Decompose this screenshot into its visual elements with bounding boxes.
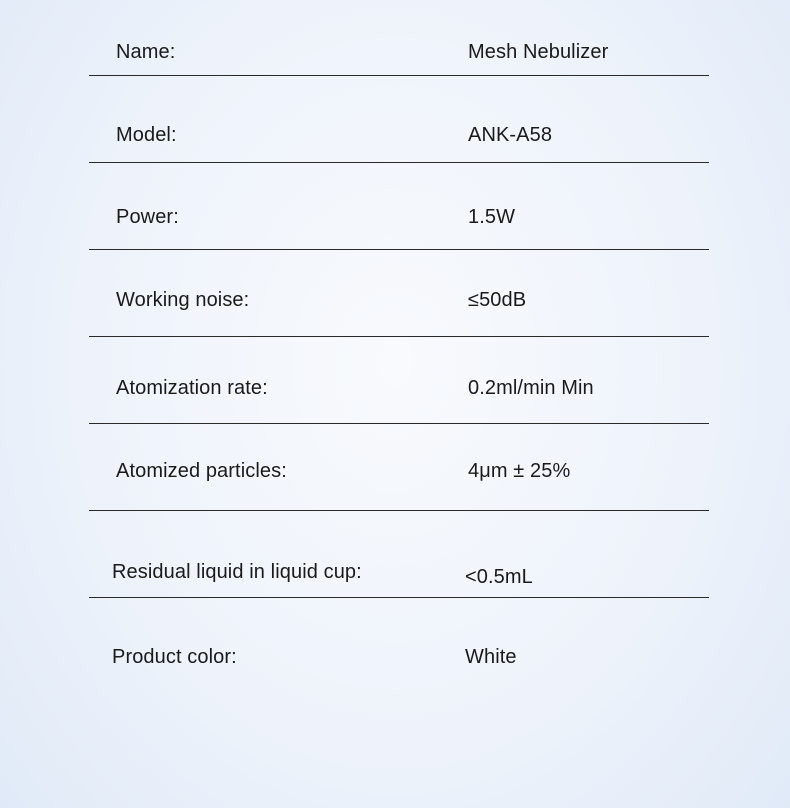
spec-label-product-color: Product color: [112, 646, 237, 668]
spec-value-model: ANK-A58 [468, 124, 553, 146]
spec-label-name: Name: [116, 41, 176, 63]
row-divider [89, 597, 709, 598]
row-divider [89, 510, 709, 511]
row-divider [89, 249, 709, 250]
row-divider [89, 75, 709, 76]
spec-value-power: 1.5W [468, 206, 516, 228]
spec-value-atomized-particles: 4μm ± 25% [468, 460, 571, 482]
row-divider [89, 336, 709, 337]
spec-value-product-color: White [465, 646, 517, 668]
spec-label-atomization-rate: Atomization rate: [116, 377, 268, 399]
spec-value-name: Mesh Nebulizer [468, 41, 609, 63]
row-divider [89, 423, 709, 424]
spec-label-residual-liquid: Residual liquid in liquid cup: [112, 561, 362, 583]
spec-value-working-noise: ≤50dB [468, 289, 527, 311]
spec-label-model: Model: [116, 124, 177, 146]
spec-value-atomization-rate: 0.2ml/min Min [468, 377, 594, 399]
spec-label-power: Power: [116, 206, 179, 228]
spec-label-working-noise: Working noise: [116, 289, 250, 311]
row-divider [89, 162, 709, 163]
spec-label-atomized-particles: Atomized particles: [116, 460, 287, 482]
spec-value-residual-liquid: <0.5mL [465, 566, 533, 588]
